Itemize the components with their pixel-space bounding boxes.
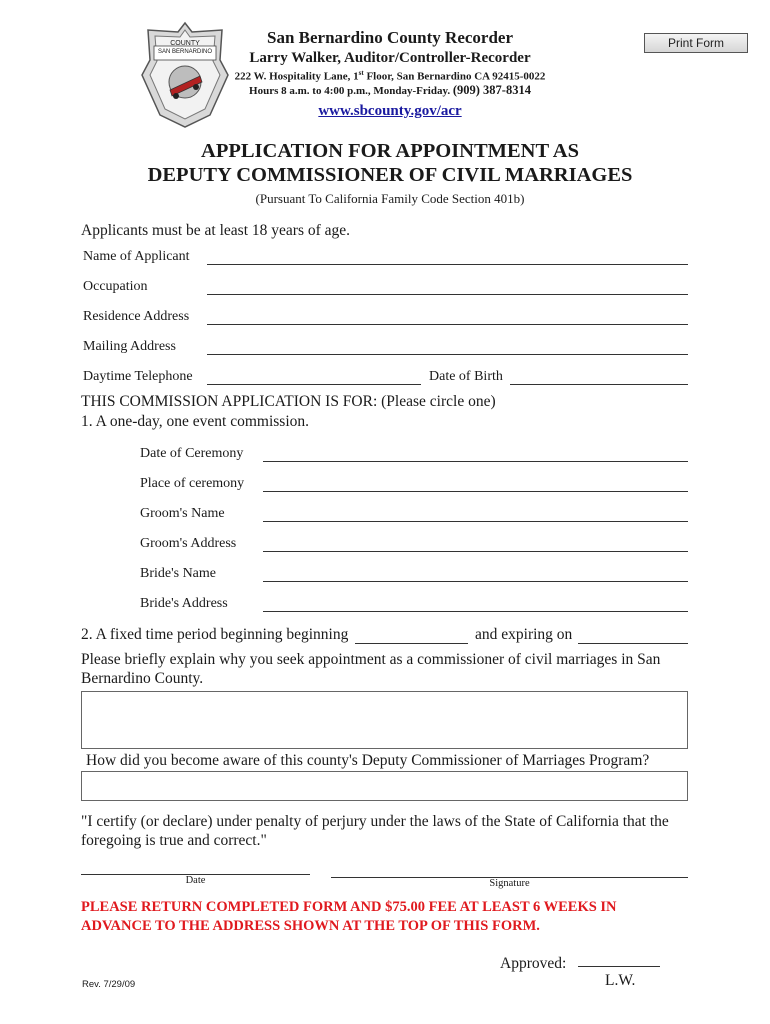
why-question: Please briefly explain why you seek appointment as a commissioner of civil marriages in San Bernardino County. xyxy=(81,651,661,687)
phone-field[interactable] xyxy=(207,384,421,385)
seal-top-text: COUNTY xyxy=(170,40,200,47)
form-subtitle: (Pursuant To California Family Code Section 401b) xyxy=(255,191,525,206)
address-part2: Floor, San Bernardino CA 92415-0022 xyxy=(363,70,546,83)
age-notice: Applicants must be at least 18 years of age. xyxy=(81,222,351,239)
groom-address-field[interactable] xyxy=(263,551,688,552)
address-part1: 222 W. Hospitality Lane, 1 xyxy=(234,70,359,83)
name-field[interactable] xyxy=(207,264,688,265)
residence-label: Residence Address xyxy=(83,309,190,324)
groom-name-field[interactable] xyxy=(263,521,688,522)
phone-label: Daytime Telephone xyxy=(83,369,193,384)
expire-date-field[interactable] xyxy=(578,643,688,644)
ceremony-place-field[interactable] xyxy=(263,491,688,492)
approver-initials: L.W. xyxy=(605,972,636,989)
date-label: Date xyxy=(185,875,206,886)
residence-field[interactable] xyxy=(207,324,688,325)
bride-address-label: Bride's Address xyxy=(140,596,228,611)
mailing-field[interactable] xyxy=(207,354,688,355)
bride-name-label: Bride's Name xyxy=(140,566,217,581)
dob-field[interactable] xyxy=(510,384,688,385)
agency-name: San Bernardino County Recorder xyxy=(266,28,514,47)
county-seal xyxy=(140,20,230,130)
groom-address-label: Groom's Address xyxy=(140,536,237,551)
form-title-line1: APPLICATION FOR APPOINTMENT AS xyxy=(201,140,579,162)
mailing-label: Mailing Address xyxy=(83,339,176,354)
expiring-label: and expiring on xyxy=(475,626,573,643)
return-notice-line2: ADVANCE TO THE ADDRESS SHOWN AT THE TOP OF THIS FORM. xyxy=(81,918,540,934)
option-one[interactable]: 1. A one-day, one event commission. xyxy=(81,413,310,430)
option-two[interactable]: 2. A fixed time period beginning beginning xyxy=(81,626,349,643)
signature-label: Signature xyxy=(489,878,530,889)
certification-text: "I certify (or declare) under penalty of perjury under the laws of the State of California that the foregoing is true and correct." xyxy=(81,813,669,849)
commission-heading: THIS COMMISSION APPLICATION IS FOR: (Please circle one) xyxy=(81,393,496,410)
hours-text: Hours 8 a.m. to 4:00 p.m., Monday-Friday. xyxy=(249,85,451,97)
ceremony-date-label: Date of Ceremony xyxy=(140,446,244,461)
official-name: Larry Walker, Auditor/Controller-Recorder xyxy=(249,50,531,66)
bride-name-field[interactable] xyxy=(263,581,688,582)
office-address xyxy=(230,69,550,83)
begin-date-field[interactable] xyxy=(355,643,468,644)
occupation-field[interactable] xyxy=(207,294,688,295)
bride-address-field[interactable] xyxy=(263,611,688,612)
approved-label: Approved: xyxy=(500,955,567,972)
occupation-label: Occupation xyxy=(83,279,148,294)
ceremony-date-field[interactable] xyxy=(263,461,688,462)
county-seal-icon xyxy=(140,20,230,130)
seal-bottom-text: SAN BERNARDINO xyxy=(157,49,212,55)
name-label: Name of Applicant xyxy=(83,249,190,264)
form-title-line2: DEPUTY COMMISSIONER OF CIVIL MARRIAGES xyxy=(147,164,633,186)
revision-date: Rev. 7/29/09 xyxy=(82,979,136,990)
phone-number: (909) 387-8314 xyxy=(452,83,531,97)
office-hours xyxy=(230,83,550,98)
website-link[interactable]: www.sbcounty.gov/acr xyxy=(318,103,462,119)
dob-label: Date of Birth xyxy=(429,369,503,384)
why-answer-box[interactable] xyxy=(81,691,688,749)
print-form-button[interactable]: Print Form xyxy=(644,33,748,53)
approved-line xyxy=(578,966,660,967)
ceremony-place-label: Place of ceremony xyxy=(140,476,245,491)
aware-question: How did you become aware of this county's Deputy Commissioner of Marriages Program? xyxy=(86,752,650,769)
aware-answer-box[interactable] xyxy=(81,771,688,801)
groom-name-label: Groom's Name xyxy=(140,506,225,521)
return-notice-line1: PLEASE RETURN COMPLETED FORM AND $75.00 FEE AT LEAST 6 WEEKS IN xyxy=(81,899,617,915)
address-sup: st xyxy=(358,69,364,77)
